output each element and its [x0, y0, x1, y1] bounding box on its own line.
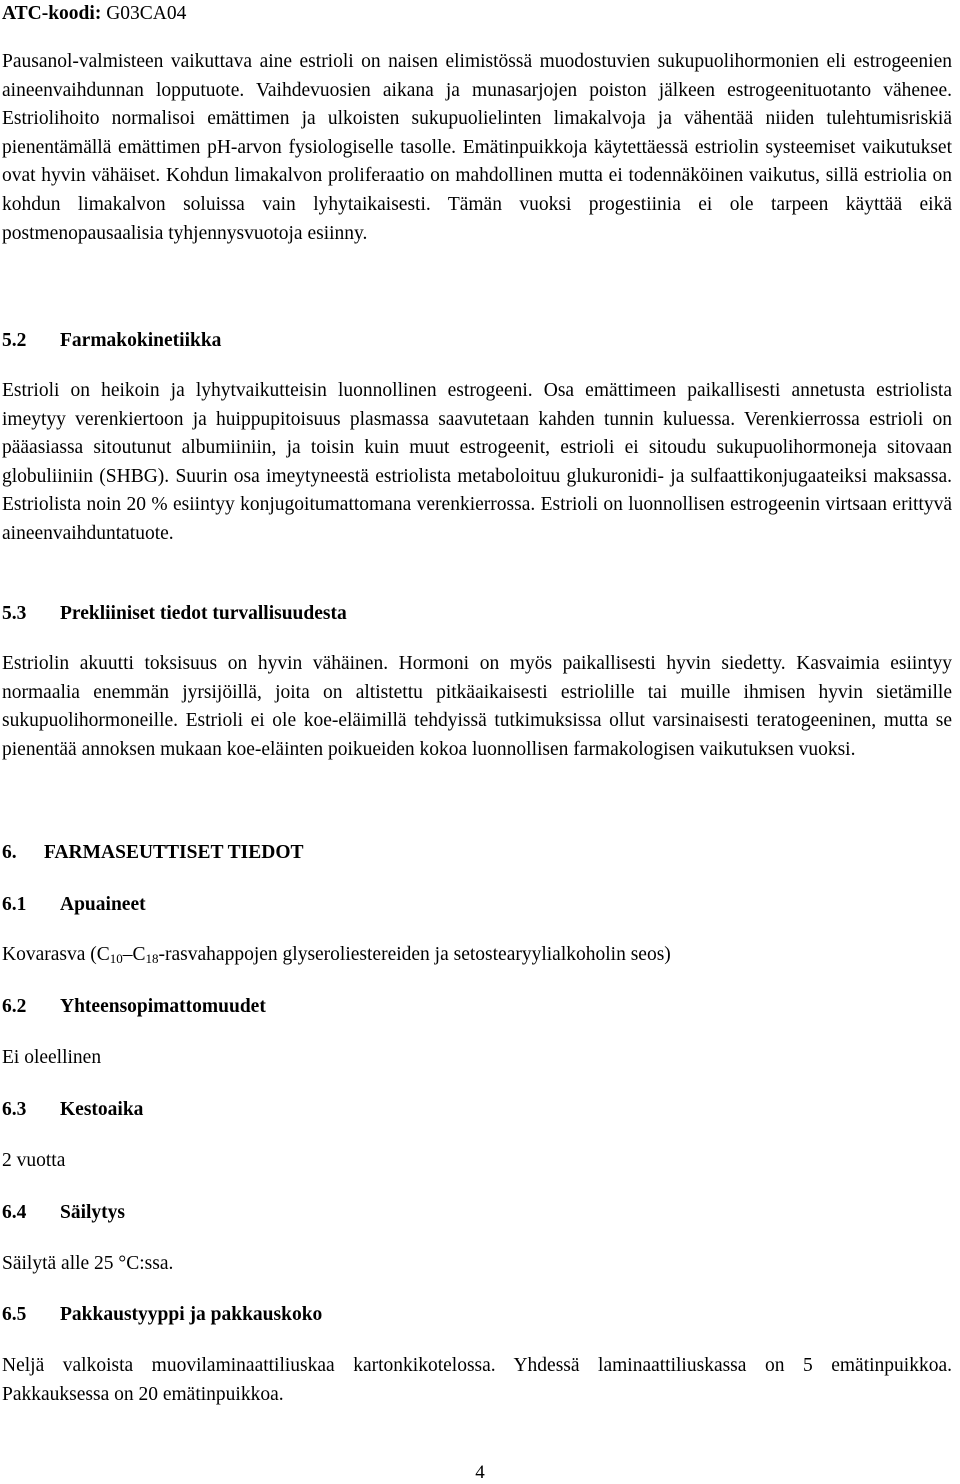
subscript-18: 18 — [145, 951, 159, 966]
section-6-heading — [2, 839, 952, 867]
section-number: 6.4 — [2, 1202, 27, 1223]
subscript-10: 10 — [109, 951, 123, 966]
section-title: Prekliiniset tiedot turvallisuudesta — [60, 603, 347, 624]
excipient-text-b: –C — [122, 944, 146, 965]
atc-code-line — [2, 0, 952, 28]
section-5-2-heading — [2, 327, 952, 355]
section-number: 6.5 — [2, 1304, 27, 1325]
section-number: 6. — [2, 842, 17, 863]
section-title: Kestoaika — [60, 1099, 144, 1120]
section-6-2-text: Ei oleellinen — [2, 1047, 102, 1068]
section-title: Apuaineet — [60, 894, 146, 915]
section-6-1-text — [2, 941, 952, 970]
section-6-5-text: Neljä valkoista muovilaminaattiliuskaa kartonkikotelossa. Yhdessä laminaattiliuskassa on 5 emätinpuikkoa. Pakkauksessa on 20 emätinpuikkoa. — [2, 1355, 952, 1405]
section-title: Farmakokinetiikka — [60, 330, 222, 351]
section-title: Säilytys — [60, 1202, 126, 1223]
section-title: Yhteensopimattomuudet — [60, 996, 266, 1017]
section-6-2-heading — [2, 993, 952, 1021]
atc-code: G03CA04 — [106, 3, 187, 24]
section-number: 6.3 — [2, 1099, 27, 1120]
excipient-text-c: -rasvahappojen glyseroliestereiden ja setostearyylialkoholin seos) — [158, 944, 671, 965]
section-number: 5.3 — [2, 603, 27, 624]
section-6-1-heading — [2, 891, 952, 919]
page-number: 4 — [475, 1462, 485, 1483]
section-5-3-text: Estriolin akuutti toksisuus on hyvin vähäinen. Hormoni on myös paikallisesti hyvin siedetty. Kasvaimia esiintyy normaalia enemmän jyrsijöillä, joita on altistettu pitkäaikaisesti estriolille tai muille ihmisen hyvin sietämille sukupuolihormoneille. Estrioli ei ole koe-eläimillä tehdyissä tutkimuksissa ollut varsinaisesti teratogeeninen, mutta se pienentää annoksen mukaan koe-eläinten poikueiden kokoa luonnollisen farmakologisen vaikutuksen vuoksi. — [2, 653, 952, 760]
section-6-4-heading — [2, 1199, 952, 1227]
excipient-text-a: Kovarasva (C — [2, 944, 110, 965]
section-title: Pakkaustyyppi ja pakkauskoko — [60, 1304, 323, 1325]
section-5-3-heading — [2, 600, 952, 628]
section-6-3-heading — [2, 1096, 952, 1124]
section-number: 6.2 — [2, 996, 27, 1017]
section-number: 5.2 — [2, 330, 27, 351]
section-6-3-text: 2 vuotta — [2, 1150, 66, 1171]
section-title: FARMASEUTTISET TIEDOT — [44, 842, 304, 863]
section-6-4-text: Säilytä alle 25 °C:ssa. — [2, 1253, 174, 1274]
section-number: 6.1 — [2, 894, 27, 915]
section-5-2-text: Estrioli on heikoin ja lyhytvaikutteisin luonnollinen estrogeeni. Osa emättimeen paikallisesti annetusta estriolista imeytyy verenkiertoon ja huippupitoisuus plasmassa saavutetaan kahden tunnin kuluessa. Verenkierrossa estrioli on pääasiassa sitoutunut albumiiniin, ja toisin kuin muut estrogeenit, estrioli ei sitoudu sukupuolihormoneja sitovaan globuliiniin (SHBG). Suurin osa imeytyneestä estriolista metaboloituu glukuronidi- ja sulfaattikonjugaateiksi maksassa. Estriolista noin 20 % esiintyy konjugoitumattomana verenkierrossa. Estrioli on luonnollisen estrogeenin virtsaan erittyvä aineenvaihduntatuote. — [2, 380, 952, 544]
section-6-5-heading — [2, 1301, 952, 1329]
atc-label: ATC-koodi: — [2, 3, 102, 24]
intro-paragraph: Pausanol-valmisteen vaikuttava aine estrioli on naisen elimistössä muodostuvien sukupuolihormonien eli estrogeenien aineenvaihdunnan lopputuote. Vaihdevuosien aikana ja munasarjojen poiston jälkeen estrogeenituotanto vähenee. Estriolihoito normalisoi emättimen ja ulkoisten sukupuolielinten limakalvoja ja vähentää niiden tulehtumisriskiä pienentämällä emättimen pH-arvon fysiologiselle tasolle. Emätinpuikkoja käytettäessä estriolin systeemiset vaikutukset ovat hyvin vähäiset. Kohdun limakalvon proliferaatio on mahdollinen mutta ei todennäköinen vaikutus, sillä estriolia on kohdun limakalvon soluissa vain lyhytaikaisesti. Tämän vuoksi progestiinia ei ole tarpeen käyttää eikä postmenopausaalisia tyhjennysvuotoja esiinny. — [2, 51, 952, 244]
